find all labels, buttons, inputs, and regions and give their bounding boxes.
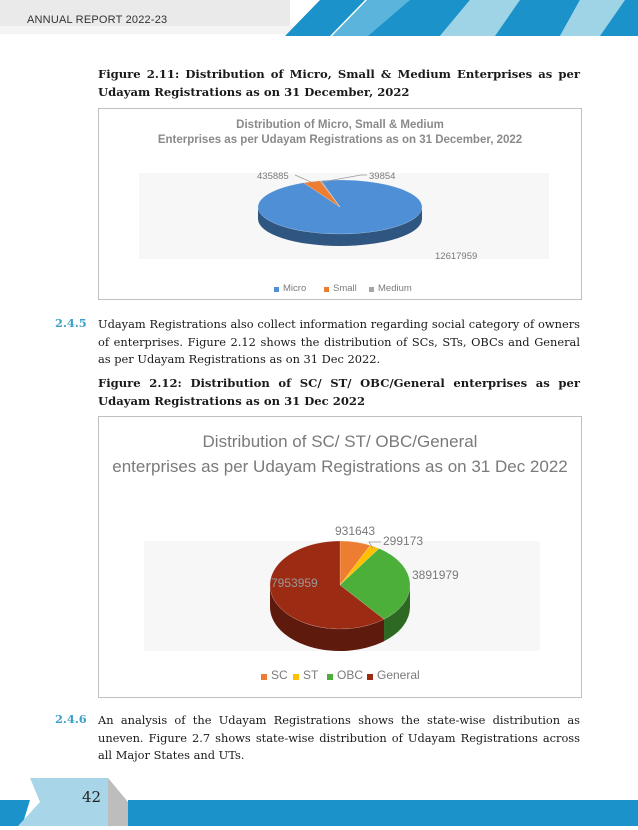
msme-chart [98, 108, 582, 300]
legend-swatch-micro [274, 287, 279, 292]
data-label-micro: 12617959 [435, 251, 478, 262]
data-label-st: 299173 [383, 534, 424, 548]
legend-swatch-medium [369, 287, 374, 292]
data-label-obc: 3891979 [412, 568, 459, 582]
legend-swatch-obc [327, 674, 333, 680]
legend-label-micro: Micro [283, 283, 307, 294]
legend-swatch-sc [261, 674, 267, 680]
legend-swatch-general [367, 674, 373, 680]
legend-swatch-small [324, 287, 329, 292]
chart-title-line-2: enterprises as per Udayam Registrations as on 31 Dec 2022 [112, 457, 568, 476]
section-2-4-6-text: An analysis of the Udayam Registrations shows the state-wise distribution as uneven. Figure 2.7 shows state-wise distribution of Udayam Registrations across all Major States and UTs. [98, 713, 580, 762]
legend-label-sc: SC [271, 668, 288, 682]
figure-2-11-caption: Figure 2.11: Distribution of Micro, Small & Medium Enterprises as per Udayam Registrations as on 31 December, 2022 [98, 67, 580, 99]
social-category-chart [98, 416, 582, 698]
report-title: ANNUAL REPORT 2022-23 [27, 14, 168, 26]
figure-2-12-caption: Figure 2.12: Distribution of SC/ ST/ OBC/General enterprises as per Udayam Registrations as on 31 Dec 2022 [98, 376, 580, 408]
data-label-general: 7953959 [271, 576, 318, 590]
data-label-sc: 931643 [335, 524, 376, 538]
legend-swatch-st [293, 674, 299, 680]
data-label-medium: 39854 [369, 171, 396, 182]
section-2-4-5-text: Udayam Registrations also collect information regarding social category of owners of enterprises. Figure 2.12 shows the distribution of SCs, STs, OBCs and General as per Udayam Registrations as on 31 Dec 2022. [98, 317, 580, 366]
social-category-pie-chart [99, 417, 581, 697]
msme-pie-chart [99, 109, 581, 299]
legend-label-obc: OBC [337, 668, 364, 682]
legend-label-small: Small [333, 283, 357, 294]
page-header [0, 0, 638, 36]
data-label-small: 435885 [257, 171, 289, 182]
section-number-2-4-6: 2.4.6 [55, 712, 87, 726]
chart-title-line-2: Enterprises as per Udayam Registrations as on 31 December, 2022 [157, 134, 523, 146]
chart-title-line-1: Distribution of SC/ ST/ OBC/General [202, 432, 478, 451]
chart-title-line-1: Distribution of Micro, Small & Medium [236, 119, 444, 131]
section-number-2-4-5: 2.4.5 [55, 316, 87, 330]
legend-label-st: ST [303, 668, 319, 682]
legend-label-medium: Medium [378, 283, 412, 294]
legend-label-general: General [377, 668, 420, 682]
page-number: 42 [82, 788, 102, 806]
